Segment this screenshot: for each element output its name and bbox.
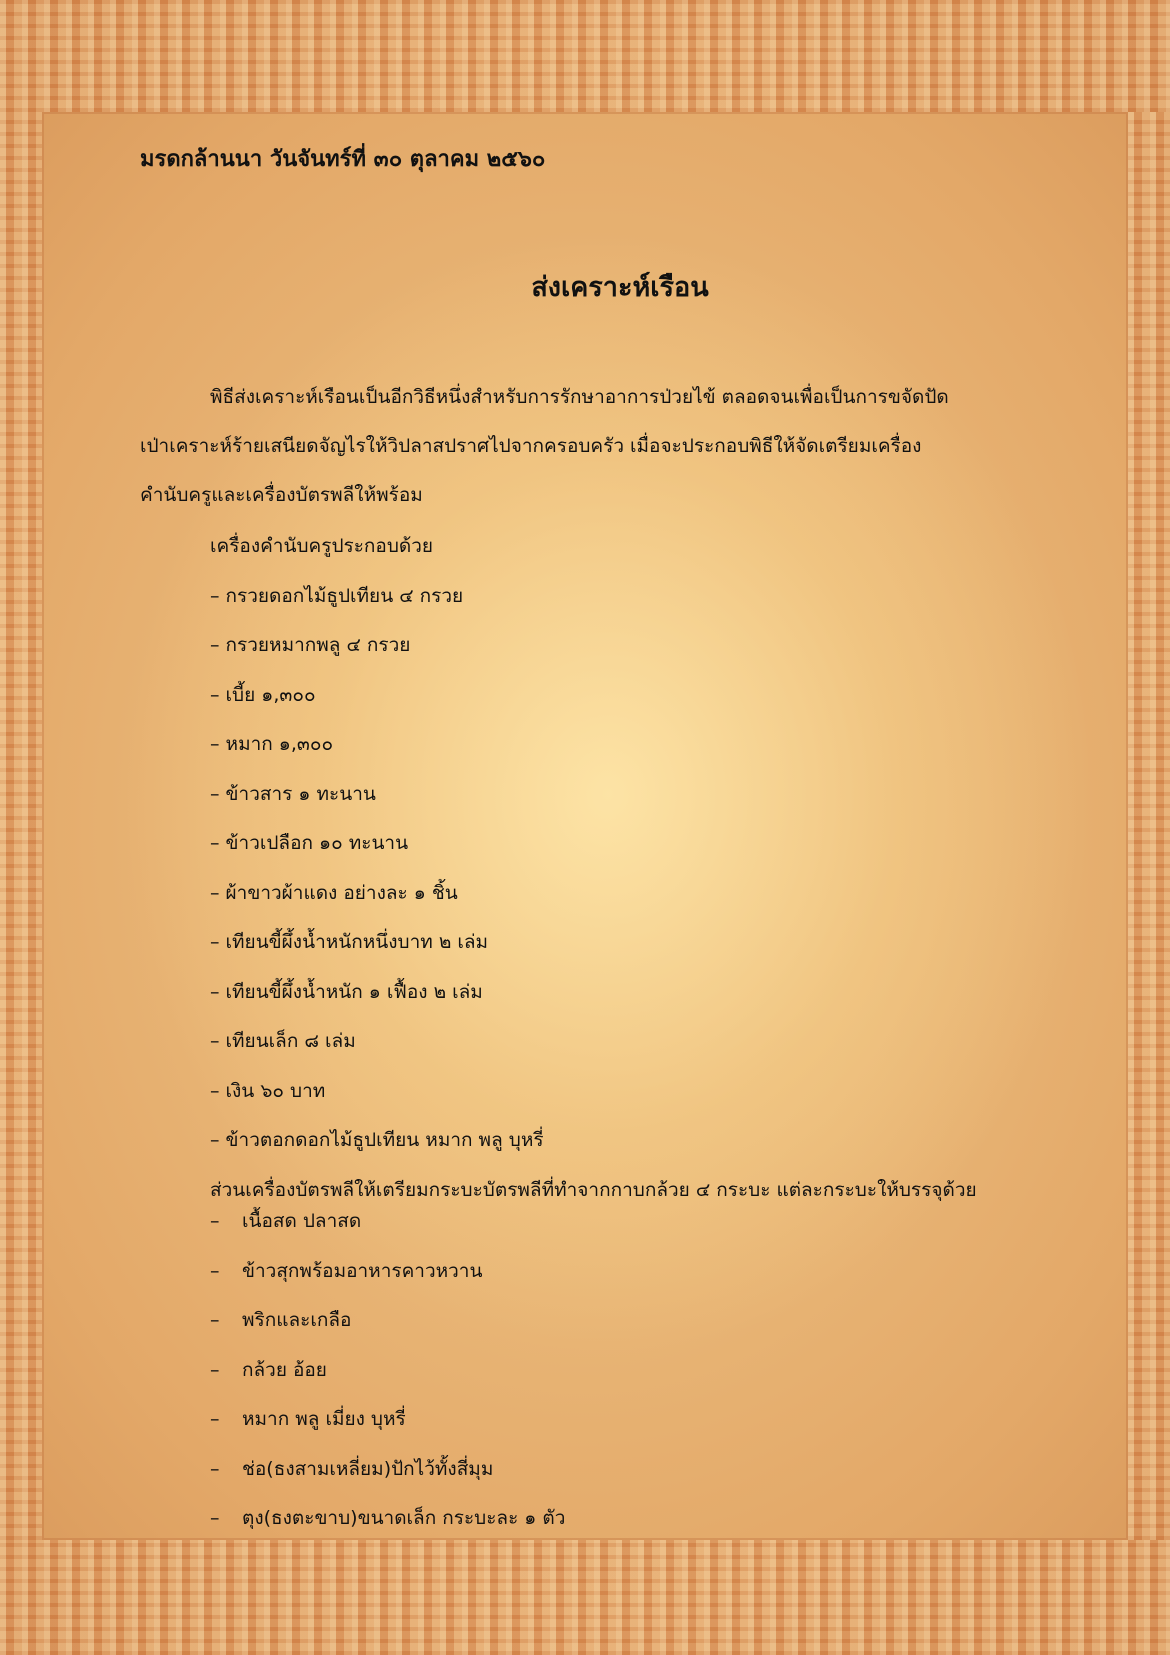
bullet-marker: –: [210, 1259, 220, 1282]
list-item: – เงิน ๖๐ บาท: [210, 1079, 326, 1102]
tray-contents-list: [210, 1197, 565, 1544]
list-item: – เทียนขี้ผึ้งน้ำหนักหนึ่งบาท ๒ เล่ม: [210, 931, 489, 953]
bullet-marker: –: [210, 1457, 220, 1480]
intro-line: พิธีส่งเคราะห์เรือนเป็นอีกวิธีหนึ่งสำหรับการรักษาอาการป่วยไข้ ตลอดจนเพื่อเป็นการขจัดปัด: [210, 386, 949, 408]
intro-paragraph: [140, 373, 1040, 520]
list-item: – เทียนขี้ผึ้งน้ำหนัก ๑ เฟื้อง ๒ เล่ม: [210, 980, 483, 1003]
list-item-text: กล้วย อ้อย: [242, 1358, 327, 1381]
list-item: [210, 1395, 565, 1445]
list-item: – ข้าวตอกดอกไม้ธูปเทียน หมาก พลู บุหรี่: [210, 1129, 544, 1151]
intro-line: เป่าเคราะห์ร้ายเสนียดจัญไรให้วิปลาสปราศไปจากครอบครัว เมื่อจะประกอบพิธีให้จัดเตรียมเครื่อง: [140, 435, 922, 457]
list-item-text: ข้าวสุกพร้อมอาหารคาวหวาน: [242, 1259, 483, 1282]
list-item: – หมาก ๑,๓๐๐: [210, 733, 334, 755]
decorative-border-bottom: [0, 1540, 1170, 1655]
header-line: มรดกล้านนา วันจันทร์ที่ ๓๐ ตุลาคม ๒๕๖๐: [140, 147, 546, 172]
list-item: – ผ้าขาวผ้าแดง อย่างละ ๑ ชิ้น: [210, 881, 458, 904]
list-item-text: เนื้อสด ปลาสด: [242, 1210, 362, 1232]
list-item: [210, 1494, 565, 1544]
list-item-text: ตุง(ธงตะขาบ)ขนาดเล็ก กระบะละ ๑ ตัว: [242, 1507, 566, 1529]
offerings-list: [210, 522, 977, 1215]
list-item: – กรวยดอกไม้ธูปเทียน ๔ กรวย: [210, 584, 464, 607]
intro-line: คำนับครูและเครื่องบัตรพลีให้พร้อม: [140, 484, 423, 506]
list-item-text: พริกและเกลือ: [242, 1309, 352, 1331]
list-item-text: ช่อ(ธงสามเหลี่ยม)ปักไว้ทั้งสี่มุม: [242, 1457, 494, 1480]
list-item: [210, 1445, 565, 1495]
list-item-text: หมาก พลู เมี่ยง บุหรี่: [242, 1408, 406, 1430]
bullet-marker: –: [210, 1507, 220, 1529]
list-item: – ข้าวสาร ๑ ทะนาน: [210, 782, 376, 805]
bullet-marker: –: [210, 1309, 220, 1331]
page-title: [0, 268, 1170, 308]
list-heading: เครื่องคำนับครูประกอบด้วย: [210, 535, 434, 557]
bullet-marker: –: [210, 1358, 220, 1381]
decorative-border-top: [0, 0, 1170, 112]
list-item: [210, 1296, 565, 1346]
decorative-border-right: [1128, 112, 1170, 1540]
bullet-marker: –: [210, 1210, 220, 1232]
list-item: – ข้าวเปลือก ๑๐ ทะนาน: [210, 832, 409, 854]
decorative-border-left: [0, 112, 42, 1540]
page-title-text: ส่งเคราะห์เรือน: [531, 272, 709, 303]
bullet-marker: –: [210, 1408, 220, 1430]
list-item: [210, 1346, 565, 1396]
list-item: – เบี้ย ๑,๓๐๐: [210, 683, 316, 706]
list-item: [210, 1247, 565, 1297]
list-heading: ส่วนเครื่องบัตรพลีให้เตรียมกระบะบัตรพลีที่ทำจากกาบกล้วย ๔ กระบะ แต่ละกระบะให้บรรจุด้วย: [210, 1178, 977, 1201]
list-item: – เทียนเล็ก ๘ เล่ม: [210, 1030, 356, 1052]
list-item: – กรวยหมากพลู ๔ กรวย: [210, 634, 411, 656]
list-item: [210, 1197, 565, 1247]
